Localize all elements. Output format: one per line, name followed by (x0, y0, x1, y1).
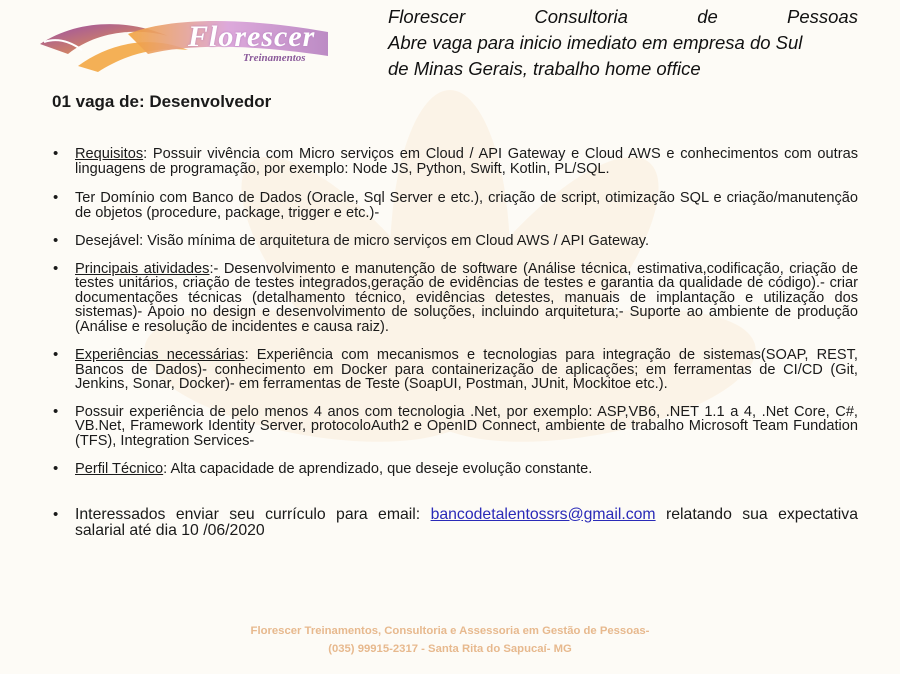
headline-word: Pessoas (787, 6, 858, 27)
logo-brand-text: Florescer (188, 20, 316, 53)
contato-text2: relatando sua expectativa salarial até dia 10 /06/2020 (75, 505, 858, 539)
requisitos-label: Requisitos (75, 146, 144, 162)
dominio-text: Ter Domínio com Banco de Dados (Oracle, Sql Server e etc.), criação de script, otimização SQL e criação/manutenção de objetos (procedure, package, trigger e etc.)- (75, 190, 858, 221)
headline-word: Consultoria (534, 6, 628, 27)
list-item-dominio (52, 191, 858, 220)
perfil-label: Perfil Técnico (75, 461, 164, 477)
requirements-list (52, 147, 858, 539)
headline-word: de (697, 6, 718, 27)
footer (0, 622, 900, 658)
atividades-label: Principais atividades (75, 260, 210, 277)
footer-line1: Florescer Treinamentos, Consultoria e Assessoria em Gestão de Pessoas- (250, 625, 650, 637)
headline-line2: Abre vaga para inicio imediato em empresa do Sul (388, 32, 803, 53)
list-item-contato (52, 507, 858, 539)
headline-word: Florescer (388, 6, 466, 27)
list-item-atividades (52, 262, 858, 335)
perfil-text: : Alta capacidade de aprendizado, que deseje evolução constante. (163, 461, 593, 477)
headline-line1 (388, 4, 858, 30)
list-item-perfil (52, 462, 858, 477)
list-item-desejavel (52, 234, 858, 249)
florescer-logo (38, 14, 338, 76)
headline-line3: de Minas Gerais, trabalho home office (388, 58, 701, 79)
experiencias-text: : Experiência com mecanismos e tecnologias para integração de sistemas(SOAP, REST, Bancos de Dados)- conhecimento em Docker para containerização de aplicações; em ferramentas de CI/CD (Git, Jenkins, Sonar, Docker)- em ferramentas de Teste (SoapUI, Postman, JUnit, Mockitoe etc.). (75, 347, 858, 392)
list-item-experiencias (52, 348, 858, 392)
contato-text1: Interessados enviar seu currículo para email: (75, 505, 431, 523)
list-item-net (52, 405, 858, 449)
email-link[interactable]: bancodetalentossrs@gmail.com (430, 505, 656, 523)
requisitos-text: : Possuir vivência com Micro serviços em Cloud / API Gateway e Cloud AWS e conhecimentos com outras linguagens de programação, por exemplo: Node JS, Python, Swift, Kotlin, PL/SQL. (75, 146, 858, 177)
atividades-text: :- Desenvolvimento e manutenção de software (Análise técnica, estimativa,codificação, criação de testes unitários, criação de testes integrados,geração de evidências de testes e garantia da qualidade de código).- criar documentações técnicas (detalhamento técnico, evidências detestes, manuais de implantação e utilização dos sistemas)- Apoio no design e desenvolvimento de soluções, incluindo arquitetura;- Suporte ao ambiente de produção (Análise e resolução de incidentes e causa raiz). (75, 260, 858, 335)
experiencias-label: Experiências necessárias (75, 347, 245, 363)
net-text: Possuir experiência de pelo menos 4 anos com tecnologia .Net, por exemplo: ASP,VB6, .NET 1.1 a 4, .Net Core, C#, VB.Net, Framework Identity Server, protocoloAuth2 e OpenID Connect, ambiente de trabalho Microsoft Team Fundation (TFS), Integration Services- (75, 403, 858, 449)
footer-line2: (035) 99915-2317 - Santa Rita do Sapucaí- MG (328, 643, 572, 655)
list-item-requisitos (52, 147, 858, 176)
headline (388, 4, 858, 82)
vaga-title: 01 vaga de: Desenvolvedor (52, 92, 272, 111)
logo-sub-text: Treinamentos (243, 52, 306, 64)
desejavel-text: Desejável: Visão mínima de arquitetura de micro serviços em Cloud AWS / API Gateway. (75, 233, 649, 249)
